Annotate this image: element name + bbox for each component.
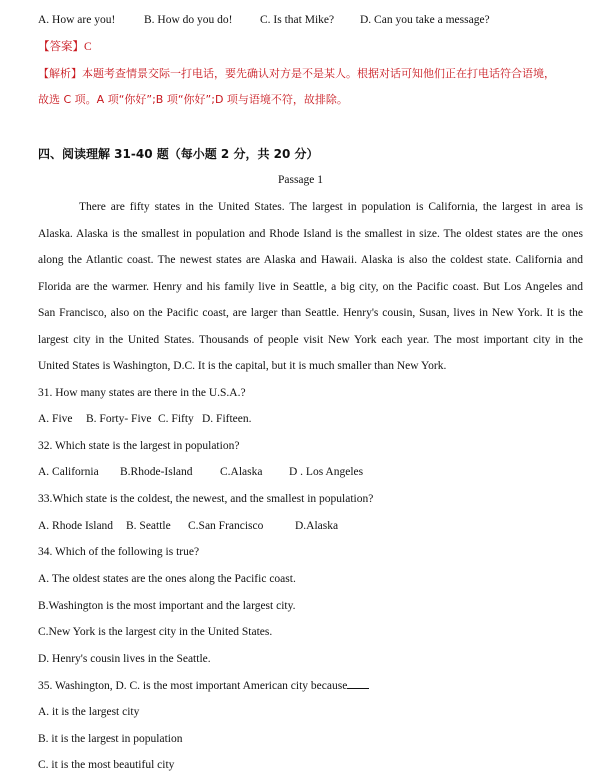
question-34-option-a: A. The oldest states are the ones along the Pacific coast.: [38, 573, 296, 585]
option-b: B. Forty- Five: [86, 413, 152, 425]
question-34-option-c: C.New York is the largest city in the United States.: [38, 626, 273, 638]
option-d: D. Fifteen.: [202, 413, 252, 425]
option-a: A. California: [38, 466, 99, 478]
question-31: 31. How many states are there in the U.S.A.?: [38, 387, 246, 399]
section-title: 四、阅读理解 31-40 题（每小题 2 分，共 20 分）: [38, 147, 319, 161]
analysis-line-2: 故选 C 项。A 项“你好”;B 项“你好”;D 项与语境不符，故排除。: [38, 93, 348, 106]
question-34: 34. Which of the following is true?: [38, 546, 200, 558]
option-b: B. How do you do!: [144, 14, 233, 26]
option-d: D. Can you take a message?: [360, 14, 490, 26]
option-d: D.Alaska: [295, 520, 339, 532]
option-a: A. Five: [38, 413, 73, 425]
question-32-options: [38, 465, 363, 479]
answer-line: [38, 40, 92, 54]
passage-line: There are fifty states in the United States. The largest in population is California, the largest in area is: [79, 201, 583, 213]
analysis-line-1: 【解析】本题考查情景交际一打电话，要先确认对方是不是某人。根据对话可知他们正在打电话符合语境，: [38, 67, 555, 80]
question-33: 33.Which state is the coldest, the newest, and the smallest in population?: [38, 493, 374, 505]
question-35-option-b: B. it is the largest in population: [38, 733, 183, 745]
option-d: D . Los Angeles: [289, 466, 364, 478]
question-34-option-b: B.Washington is the most important and the largest city.: [38, 600, 296, 612]
answer-label: 【答案】: [38, 41, 84, 53]
question-31-options: [38, 412, 252, 426]
question-35-option-c: C. it is the most beautiful city: [38, 759, 175, 771]
question-33-options: [38, 519, 338, 533]
passage-line: United States is Washington, D.C. It is the capital, but it is much smaller than New York.: [38, 360, 447, 372]
question-32: 32. Which state is the largest in population?: [38, 440, 240, 452]
question-35-text: 35. Washington, D. C. is the most important American city because: [38, 680, 348, 692]
passage-line: largest city in the United States. Thousands of people visit New York each year. The most important city in the: [38, 334, 583, 346]
option-a: A. Rhode Island: [38, 520, 114, 532]
passage-line: along the Atlantic coast. The newest states are Alaska and Hawaii. Alaska is also the coldest state. California and: [38, 254, 583, 266]
option-b: B.Rhode-Island: [120, 466, 193, 478]
question-35: [38, 678, 369, 693]
passage-line: San Francisco, also on the Pacific coast, are larger than Seattle. Henry's cousin, Susan, lives in New York. It is the: [38, 307, 583, 319]
passage-line: Alaska. Alaska is the smallest in population and Rhode Island is the smallest in size. The oldest states are the ones: [38, 228, 583, 240]
option-c: C.San Francisco: [188, 520, 264, 532]
answer-value: C: [84, 41, 92, 53]
option-b: B. Seattle: [126, 520, 171, 532]
option-c: C. Fifty: [158, 413, 194, 425]
answer-blank: [347, 678, 369, 689]
question-34-option-d: D. Henry's cousin lives in the Seattle.: [38, 653, 211, 665]
prev-question-options: [38, 13, 490, 27]
passage-line: Florida are the warmer. Henry and his family live in Seattle, a big city, on the Pacific coast. But Los Angeles and: [38, 281, 583, 293]
option-c: C.Alaska: [220, 466, 263, 478]
option-a: A. How are you!: [38, 14, 116, 26]
option-c: C. Is that Mike?: [260, 14, 335, 26]
passage-title: Passage 1: [277, 174, 324, 186]
question-35-option-a: A. it is the largest city: [38, 706, 140, 718]
